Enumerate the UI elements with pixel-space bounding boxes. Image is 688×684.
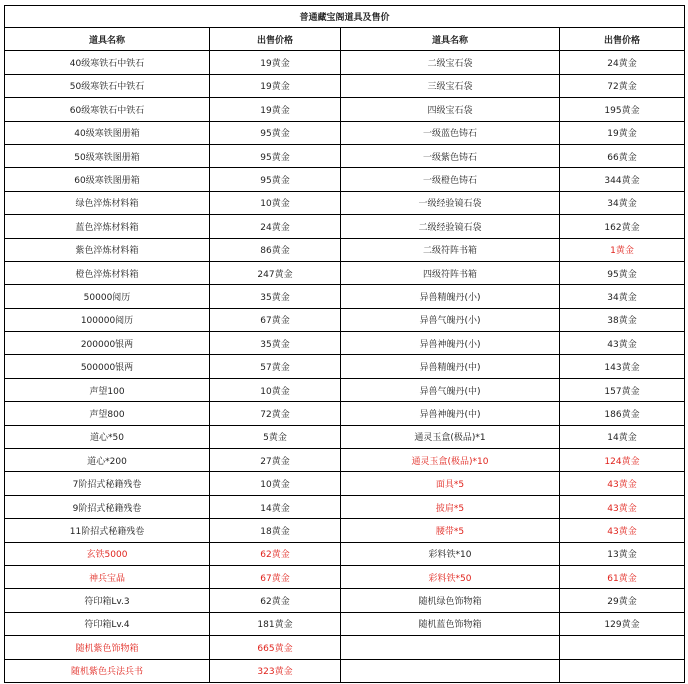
price-cell: 323黄金 <box>210 659 341 682</box>
price-cell: 129黄金 <box>560 612 685 635</box>
item-name-cell: 蓝色淬炼材料箱 <box>5 215 210 238</box>
item-name-cell: 一级紫色铸石 <box>341 144 560 167</box>
header-price-2: 出售价格 <box>560 28 685 51</box>
table-row <box>5 378 685 401</box>
item-name-cell: 50000阅历 <box>5 285 210 308</box>
item-name-cell: 彩料铁*50 <box>341 565 560 588</box>
table-row <box>5 285 685 308</box>
price-cell: 19黄金 <box>210 98 341 121</box>
price-cell: 344黄金 <box>560 168 685 191</box>
item-name-cell <box>341 636 560 659</box>
table-row <box>5 215 685 238</box>
price-cell: 35黄金 <box>210 285 341 308</box>
table-header-row <box>5 28 685 51</box>
price-cell: 29黄金 <box>560 589 685 612</box>
item-name-cell: 道心*50 <box>5 425 210 448</box>
item-name-cell: 面具*5 <box>341 472 560 495</box>
price-cell: 247黄金 <box>210 261 341 284</box>
table-row <box>5 168 685 191</box>
header-item-name-2: 道具名称 <box>341 28 560 51</box>
item-name-cell: 通灵玉盒(极品)*10 <box>341 449 560 472</box>
price-cell: 143黄金 <box>560 355 685 378</box>
price-cell: 5黄金 <box>210 425 341 448</box>
item-name-cell: 四级符阵书箱 <box>341 261 560 284</box>
price-cell: 14黄金 <box>560 425 685 448</box>
price-cell: 72黄金 <box>560 74 685 97</box>
table-title: 普通藏宝阁道具及售价 <box>5 6 685 28</box>
table-row <box>5 589 685 612</box>
table-row <box>5 495 685 518</box>
price-cell: 34黄金 <box>560 191 685 214</box>
item-name-cell: 橙色淬炼材料箱 <box>5 261 210 284</box>
price-cell: 67黄金 <box>210 565 341 588</box>
item-name-cell: 50级寒铁图册箱 <box>5 144 210 167</box>
price-cell: 24黄金 <box>560 51 685 74</box>
item-name-cell <box>341 659 560 682</box>
price-cell: 57黄金 <box>210 355 341 378</box>
price-cell: 181黄金 <box>210 612 341 635</box>
price-cell <box>560 636 685 659</box>
price-cell: 19黄金 <box>560 121 685 144</box>
price-cell: 157黄金 <box>560 378 685 401</box>
item-name-cell: 随机绿色饰物箱 <box>341 589 560 612</box>
price-cell: 72黄金 <box>210 402 341 425</box>
item-name-cell: 符印箱Lv.3 <box>5 589 210 612</box>
price-cell: 18黄金 <box>210 519 341 542</box>
item-name-cell: 异兽气魄丹(小) <box>341 308 560 331</box>
item-name-cell: 异兽神魄丹(中) <box>341 402 560 425</box>
item-name-cell: 二级经验镜石袋 <box>341 215 560 238</box>
price-table-container <box>4 5 684 683</box>
table-row <box>5 332 685 355</box>
item-name-cell: 神兵宝晶 <box>5 565 210 588</box>
table-row <box>5 659 685 682</box>
table-row <box>5 261 685 284</box>
table-row <box>5 402 685 425</box>
table-row <box>5 542 685 565</box>
item-name-cell: 40级寒铁图册箱 <box>5 121 210 144</box>
price-cell: 162黄金 <box>560 215 685 238</box>
item-name-cell: 7阶招式秘籍残卷 <box>5 472 210 495</box>
item-name-cell: 9阶招式秘籍残卷 <box>5 495 210 518</box>
price-cell: 95黄金 <box>560 261 685 284</box>
price-cell: 43黄金 <box>560 332 685 355</box>
item-name-cell: 200000银两 <box>5 332 210 355</box>
item-name-cell: 一级经验镜石袋 <box>341 191 560 214</box>
price-cell: 10黄金 <box>210 191 341 214</box>
table-row <box>5 51 685 74</box>
price-cell: 43黄金 <box>560 472 685 495</box>
header-price: 出售价格 <box>210 28 341 51</box>
item-name-cell: 玄铁5000 <box>5 542 210 565</box>
price-cell: 1黄金 <box>560 238 685 261</box>
item-name-cell: 二级宝石袋 <box>341 51 560 74</box>
item-name-cell: 二级符阵书箱 <box>341 238 560 261</box>
price-cell: 62黄金 <box>210 542 341 565</box>
price-cell: 95黄金 <box>210 144 341 167</box>
table-row <box>5 144 685 167</box>
price-cell: 14黄金 <box>210 495 341 518</box>
table-row <box>5 519 685 542</box>
table-row <box>5 612 685 635</box>
table-row <box>5 472 685 495</box>
price-cell: 34黄金 <box>560 285 685 308</box>
price-cell: 27黄金 <box>210 449 341 472</box>
price-cell: 665黄金 <box>210 636 341 659</box>
price-cell: 43黄金 <box>560 495 685 518</box>
table-row <box>5 636 685 659</box>
item-name-cell: 50级寒铁石中铁石 <box>5 74 210 97</box>
item-name-cell: 披肩*5 <box>341 495 560 518</box>
price-cell: 67黄金 <box>210 308 341 331</box>
table-body <box>5 51 685 683</box>
table-row <box>5 98 685 121</box>
price-cell: 13黄金 <box>560 542 685 565</box>
price-cell: 195黄金 <box>560 98 685 121</box>
table-row <box>5 425 685 448</box>
table-row <box>5 449 685 472</box>
table-row <box>5 308 685 331</box>
price-cell: 86黄金 <box>210 238 341 261</box>
table-row <box>5 238 685 261</box>
item-name-cell: 一级橙色铸石 <box>341 168 560 191</box>
item-name-cell: 100000阅历 <box>5 308 210 331</box>
item-name-cell: 声望100 <box>5 378 210 401</box>
price-cell: 62黄金 <box>210 589 341 612</box>
price-cell <box>560 659 685 682</box>
table-row <box>5 74 685 97</box>
header-item-name: 道具名称 <box>5 28 210 51</box>
item-name-cell: 通灵玉盒(极品)*1 <box>341 425 560 448</box>
table-row <box>5 121 685 144</box>
price-cell: 19黄金 <box>210 51 341 74</box>
item-name-cell: 彩料铁*10 <box>341 542 560 565</box>
price-cell: 124黄金 <box>560 449 685 472</box>
item-name-cell: 异兽神魄丹(小) <box>341 332 560 355</box>
table-row <box>5 565 685 588</box>
item-name-cell: 三级宝石袋 <box>341 74 560 97</box>
price-cell: 38黄金 <box>560 308 685 331</box>
item-name-cell: 一级蓝色铸石 <box>341 121 560 144</box>
price-cell: 35黄金 <box>210 332 341 355</box>
item-name-cell: 异兽气魄丹(中) <box>341 378 560 401</box>
price-cell: 10黄金 <box>210 378 341 401</box>
item-name-cell: 异兽精魄丹(小) <box>341 285 560 308</box>
item-name-cell: 60级寒铁石中铁石 <box>5 98 210 121</box>
item-name-cell: 声望800 <box>5 402 210 425</box>
price-cell: 61黄金 <box>560 565 685 588</box>
table-row <box>5 355 685 378</box>
price-cell: 43黄金 <box>560 519 685 542</box>
price-cell: 95黄金 <box>210 168 341 191</box>
item-name-cell: 绿色淬炼材料箱 <box>5 191 210 214</box>
item-name-cell: 60级寒铁图册箱 <box>5 168 210 191</box>
item-name-cell: 四级宝石袋 <box>341 98 560 121</box>
item-name-cell: 随机蓝色饰物箱 <box>341 612 560 635</box>
price-cell: 186黄金 <box>560 402 685 425</box>
item-name-cell: 道心*200 <box>5 449 210 472</box>
price-cell: 24黄金 <box>210 215 341 238</box>
price-cell: 19黄金 <box>210 74 341 97</box>
item-name-cell: 异兽精魄丹(中) <box>341 355 560 378</box>
item-name-cell: 随机紫色兵法兵书 <box>5 659 210 682</box>
item-name-cell: 500000银两 <box>5 355 210 378</box>
item-name-cell: 腰带*5 <box>341 519 560 542</box>
price-table <box>4 5 685 683</box>
item-name-cell: 紫色淬炼材料箱 <box>5 238 210 261</box>
table-row <box>5 191 685 214</box>
price-cell: 10黄金 <box>210 472 341 495</box>
price-cell: 66黄金 <box>560 144 685 167</box>
price-cell: 95黄金 <box>210 121 341 144</box>
item-name-cell: 40级寒铁石中铁石 <box>5 51 210 74</box>
item-name-cell: 随机紫色饰物箱 <box>5 636 210 659</box>
item-name-cell: 符印箱Lv.4 <box>5 612 210 635</box>
item-name-cell: 11阶招式秘籍残卷 <box>5 519 210 542</box>
